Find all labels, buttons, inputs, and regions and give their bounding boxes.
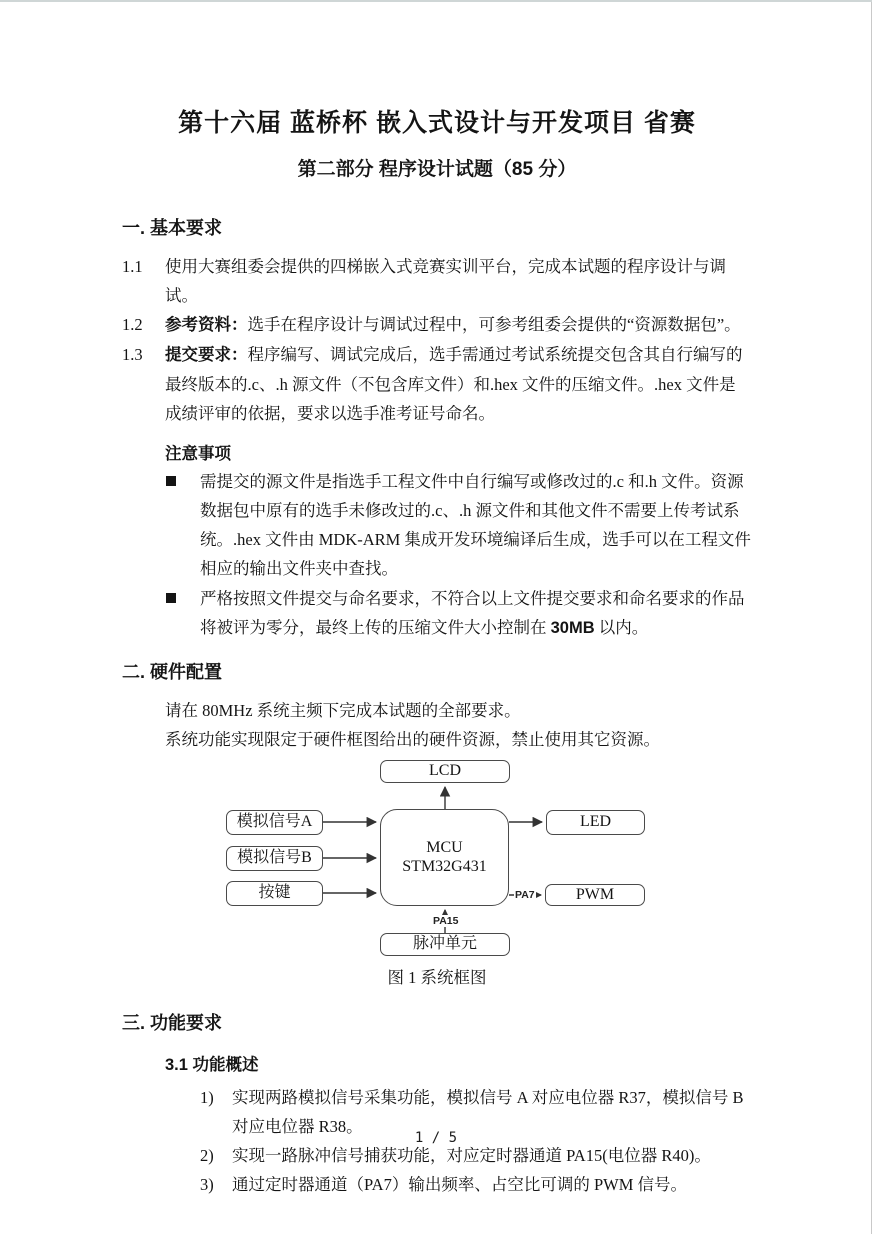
section2-heading: 二. 硬件配置 <box>122 662 223 682</box>
pwm-label: PWM <box>575 885 615 903</box>
note-item <box>165 584 752 643</box>
mcu-line1: MCU <box>426 839 463 857</box>
section1-heading: 一. 基本要求 <box>122 218 223 238</box>
note-text: 需提交的源文件是指选手工程文件中自行编写或修改过的.c 和.h 文件。资源数据包中原有的选手未修改过的.c、.h 源文件和其他文件不需要上传考试系统。.hex 文件由 MDK-ARM 集成开发环境编译后生成，选手可以在工程文件相应的输出文件夹中查找。 <box>200 472 751 578</box>
note-text-bold: 30MB <box>550 619 595 637</box>
diagram-box-led <box>546 810 645 835</box>
hardware-paragraphs <box>165 696 752 754</box>
lcd-label: LCD <box>429 762 461 780</box>
square-bullet-icon <box>166 476 176 486</box>
requirement-item <box>122 252 752 310</box>
requirement-text: 使用大赛组委会提供的四梯嵌入式竞赛实训平台，完成本试题的程序设计与调试。 <box>165 257 726 305</box>
hardware-paragraph: 系统功能实现限定于硬件框图给出的硬件资源，禁止使用其它资源。 <box>165 730 660 749</box>
requirement-number: 1.1 <box>122 257 143 276</box>
function-item-text: 实现两路模拟信号采集功能，模拟信号 A 对应电位器 R37，模拟信号 B 对应电位器 R38。 <box>232 1088 744 1136</box>
function-item <box>200 1170 752 1199</box>
section1-requirements <box>122 252 752 428</box>
notes-block <box>165 441 752 643</box>
notes-heading: 注意事项 <box>165 445 231 463</box>
requirement-number: 1.2 <box>122 315 143 334</box>
diagram-box-key <box>226 881 323 906</box>
diagram-box-pulse <box>380 933 510 956</box>
page-number: 1 / 5 <box>414 1130 458 1146</box>
requirement-text: 选手在程序设计与调试过程中，可参考组委会提供的“资源数据包”。 <box>247 315 741 334</box>
requirement-item <box>122 310 752 340</box>
figure-caption: 图 1 系统框图 <box>387 968 487 987</box>
requirement-number: 1.3 <box>122 345 143 364</box>
requirement-text: 程序编写、调试完成后，选手需通过考试系统提交包含其自行编写的最终版本的.c、.h 源文件（不包含库文件）和.hex 文件的压缩文件。.hex 文件是成绩评审的依据，要求以选手准考证号命名。 <box>165 345 743 423</box>
page-content <box>0 2 872 1199</box>
section3-heading: 三. 功能要求 <box>122 1013 223 1033</box>
note-item <box>165 467 752 584</box>
led-label: LED <box>579 813 612 831</box>
square-bullet-icon <box>166 593 176 603</box>
requirement-label: 提交要求： <box>165 346 248 364</box>
note-text: 严格按照文件提交与命名要求，不符合以上文件提交要求和命名要求的作品将被评为零分，最终上传的压缩文件大小控制在 <box>200 589 745 637</box>
diagram-box-lcd <box>380 760 510 783</box>
section3-subheading: 3.1 功能概述 <box>165 1056 259 1074</box>
notes-list <box>165 467 752 643</box>
diagram-box-mcu <box>380 809 509 906</box>
key-label: 按键 <box>258 884 291 902</box>
signal-a-label: 模拟信号A <box>236 813 313 831</box>
note-text: 以内。 <box>594 618 649 637</box>
function-item-text: 实现一路脉冲信号捕获功能，对应定时器通道 PA15(电位器 R40)。 <box>232 1146 711 1165</box>
signal-b-label: 模拟信号B <box>237 849 312 867</box>
requirement-item <box>122 340 752 428</box>
diagram-box-signal-b <box>226 846 323 871</box>
pulse-unit-label: 脉冲单元 <box>412 935 477 953</box>
mcu-line2: STM32G431 <box>402 857 487 875</box>
requirement-label: 参考资料： <box>165 316 248 334</box>
pa7-pin-label: PA7 <box>515 889 535 901</box>
hardware-paragraph: 请在 80MHz 系统主频下完成本试题的全部要求。 <box>165 701 521 720</box>
diagram-box-pwm <box>545 884 645 906</box>
system-block-diagram <box>226 759 646 959</box>
diagram-box-signal-a <box>226 810 323 835</box>
document-title: 第十六届 蓝桥杯 嵌入式设计与开发项目 省赛 <box>178 109 696 137</box>
document-subtitle: 第二部分 程序设计试题（85 分） <box>297 159 577 180</box>
function-item-number: 2) <box>200 1146 214 1165</box>
function-item-text: 通过定时器通道（PA7）输出频率、占空比可调的 PWM 信号。 <box>232 1175 687 1194</box>
function-item-number: 1) <box>200 1088 214 1107</box>
pa15-pin-label: PA15 <box>433 915 459 927</box>
function-item-number: 3) <box>200 1175 214 1194</box>
mcu-label <box>402 839 486 876</box>
